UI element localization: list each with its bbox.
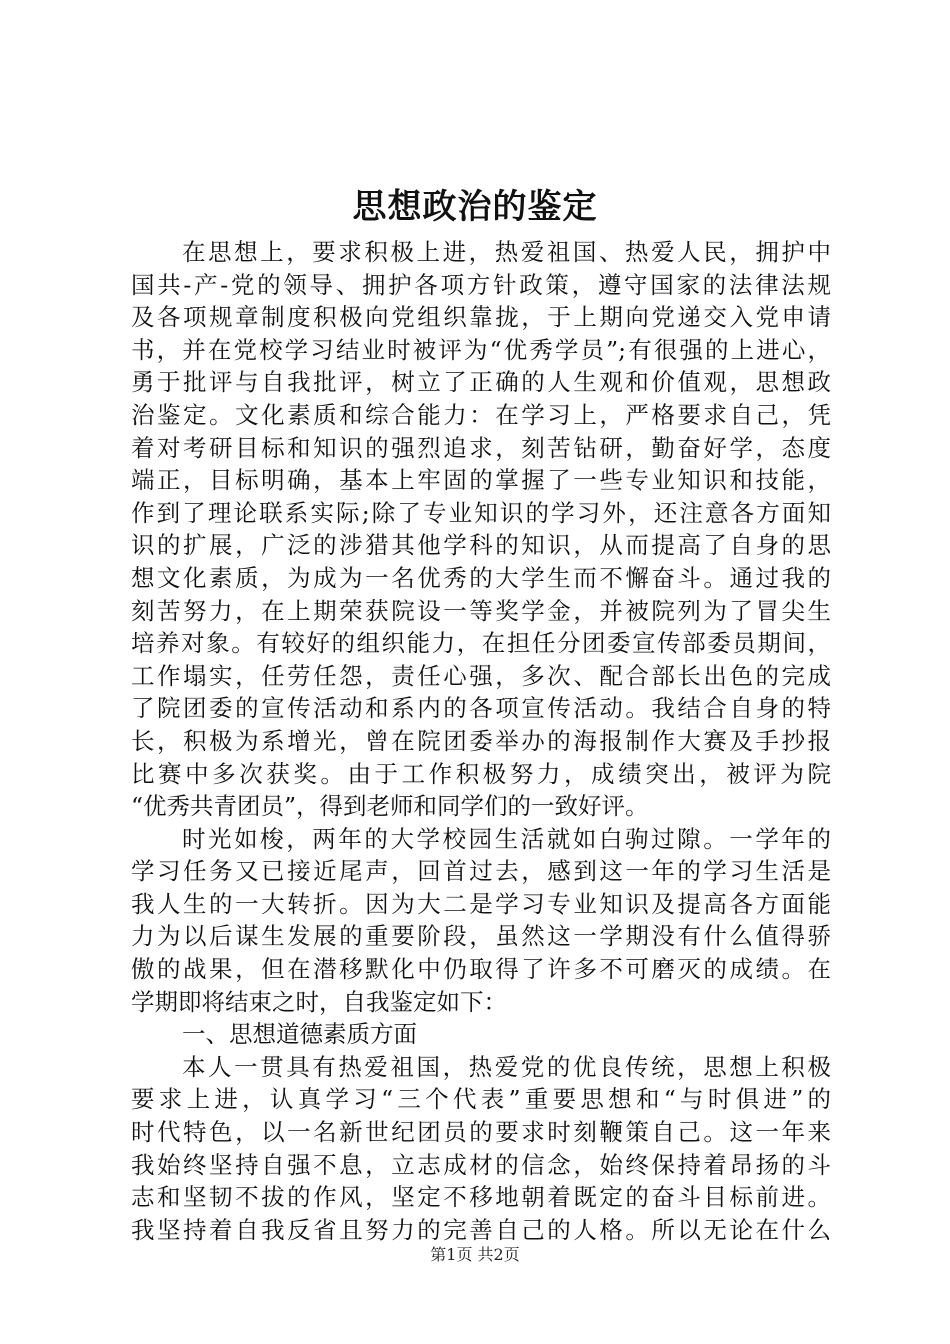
text-line: 想文化素质，为成为一名优秀的大学生而不懈奋斗。通过我的	[131, 563, 831, 592]
text-line: 比赛中多次获奖。由于工作积极努力，成绩突出，被评为院	[131, 759, 831, 788]
text-line: 及各项规章制度积极向党组织靠拢，于上期向党递交入党申请	[131, 303, 831, 332]
text-line: 要求上进，认真学习“三个代表”重要思想和“与时俱进”的	[131, 1085, 831, 1114]
text-line: 了院团委的宣传活动和系内的各项宣传活动。我结合自身的特	[131, 694, 831, 723]
text-line: 国共-产-党的领导、拥护各项方针政策，遵守国家的法律法规	[131, 270, 831, 299]
text-line: 我人生的一大转折。因为大二是学习专业知识及提高各方面能	[131, 889, 831, 918]
document-body	[131, 236, 831, 1246]
text-line: 识的扩展，广泛的涉猎其他学科的知识，从而提高了自身的思	[131, 531, 831, 560]
text-line: 志和坚韧不拔的作风，坚定不移地朝着既定的奋斗目标前进。	[131, 1183, 831, 1212]
text-line: 力为以后谋生发展的重要阶段，虽然这一学期没有什么值得骄	[131, 922, 831, 951]
text-line: 培养对象。有较好的组织能力，在担任分团委宣传部委员期间，	[131, 629, 831, 658]
text-line: 在思想上，要求积极上进，热爱祖国、热爱人民，拥护中	[182, 238, 831, 266]
text-line: 着对考研目标和知识的强烈追求，刻苦钻研，勤奋好学，态度	[131, 433, 831, 462]
text-line: 傲的战果，但在潜移默化中仍取得了许多不可磨灭的成绩。在	[131, 955, 831, 984]
text-line: 治鉴定。文化素质和综合能力：在学习上，严格要求自己，凭	[131, 400, 831, 429]
text-line: 时代特色，以一名新世纪团员的要求时刻鞭策自己。这一年来	[131, 1118, 831, 1147]
page-footer: 第1页 共2页	[430, 1245, 520, 1264]
text-line: 书，并在党校学习结业时被评为“优秀学员”;有很强的上进心，	[131, 335, 831, 364]
section-heading: 一、思想道德素质方面	[182, 1020, 417, 1049]
text-line: 时光如梭，两年的大学校园生活就如白驹过隙。一学年的	[182, 824, 831, 853]
text-line: 工作塌实，任劳任怨，责任心强，多次、配合部长出色的完成	[131, 661, 831, 690]
text-line: 本人一贯具有热爱祖国，热爱党的优良传统，思想上积极	[182, 1052, 831, 1081]
text-line: 学期即将结束之时，自我鉴定如下：	[131, 987, 507, 1016]
document-title: 思想政治的鉴定	[352, 187, 598, 227]
text-line: 端正，目标明确，基本上牢固的掌握了一些专业知识和技能，	[131, 466, 831, 495]
text-line: 我始终坚持自强不息，立志成材的信念，始终保持着昂扬的斗	[131, 1150, 831, 1179]
text-line: 学习任务又已接近尾声，回首过去，感到这一年的学习生活是	[131, 857, 831, 886]
text-line: 我坚持着自我反省且努力的完善自己的人格。所以无论在什么	[131, 1215, 831, 1244]
text-line: 作到了理论联系实际;除了专业知识的学习外，还注意各方面知	[131, 498, 831, 527]
text-line: 长，积极为系增光，曾在院团委举办的海报制作大赛及手抄报	[131, 726, 831, 755]
text-line: “优秀共青团员”，得到老师和同学们的一致好评。	[131, 792, 649, 821]
text-line: 勇于批评与自我批评，树立了正确的人生观和价值观，思想政	[131, 368, 831, 397]
text-line: 刻苦努力，在上期荣获院设一等奖学金，并被院列为了冒尖生	[131, 596, 831, 625]
